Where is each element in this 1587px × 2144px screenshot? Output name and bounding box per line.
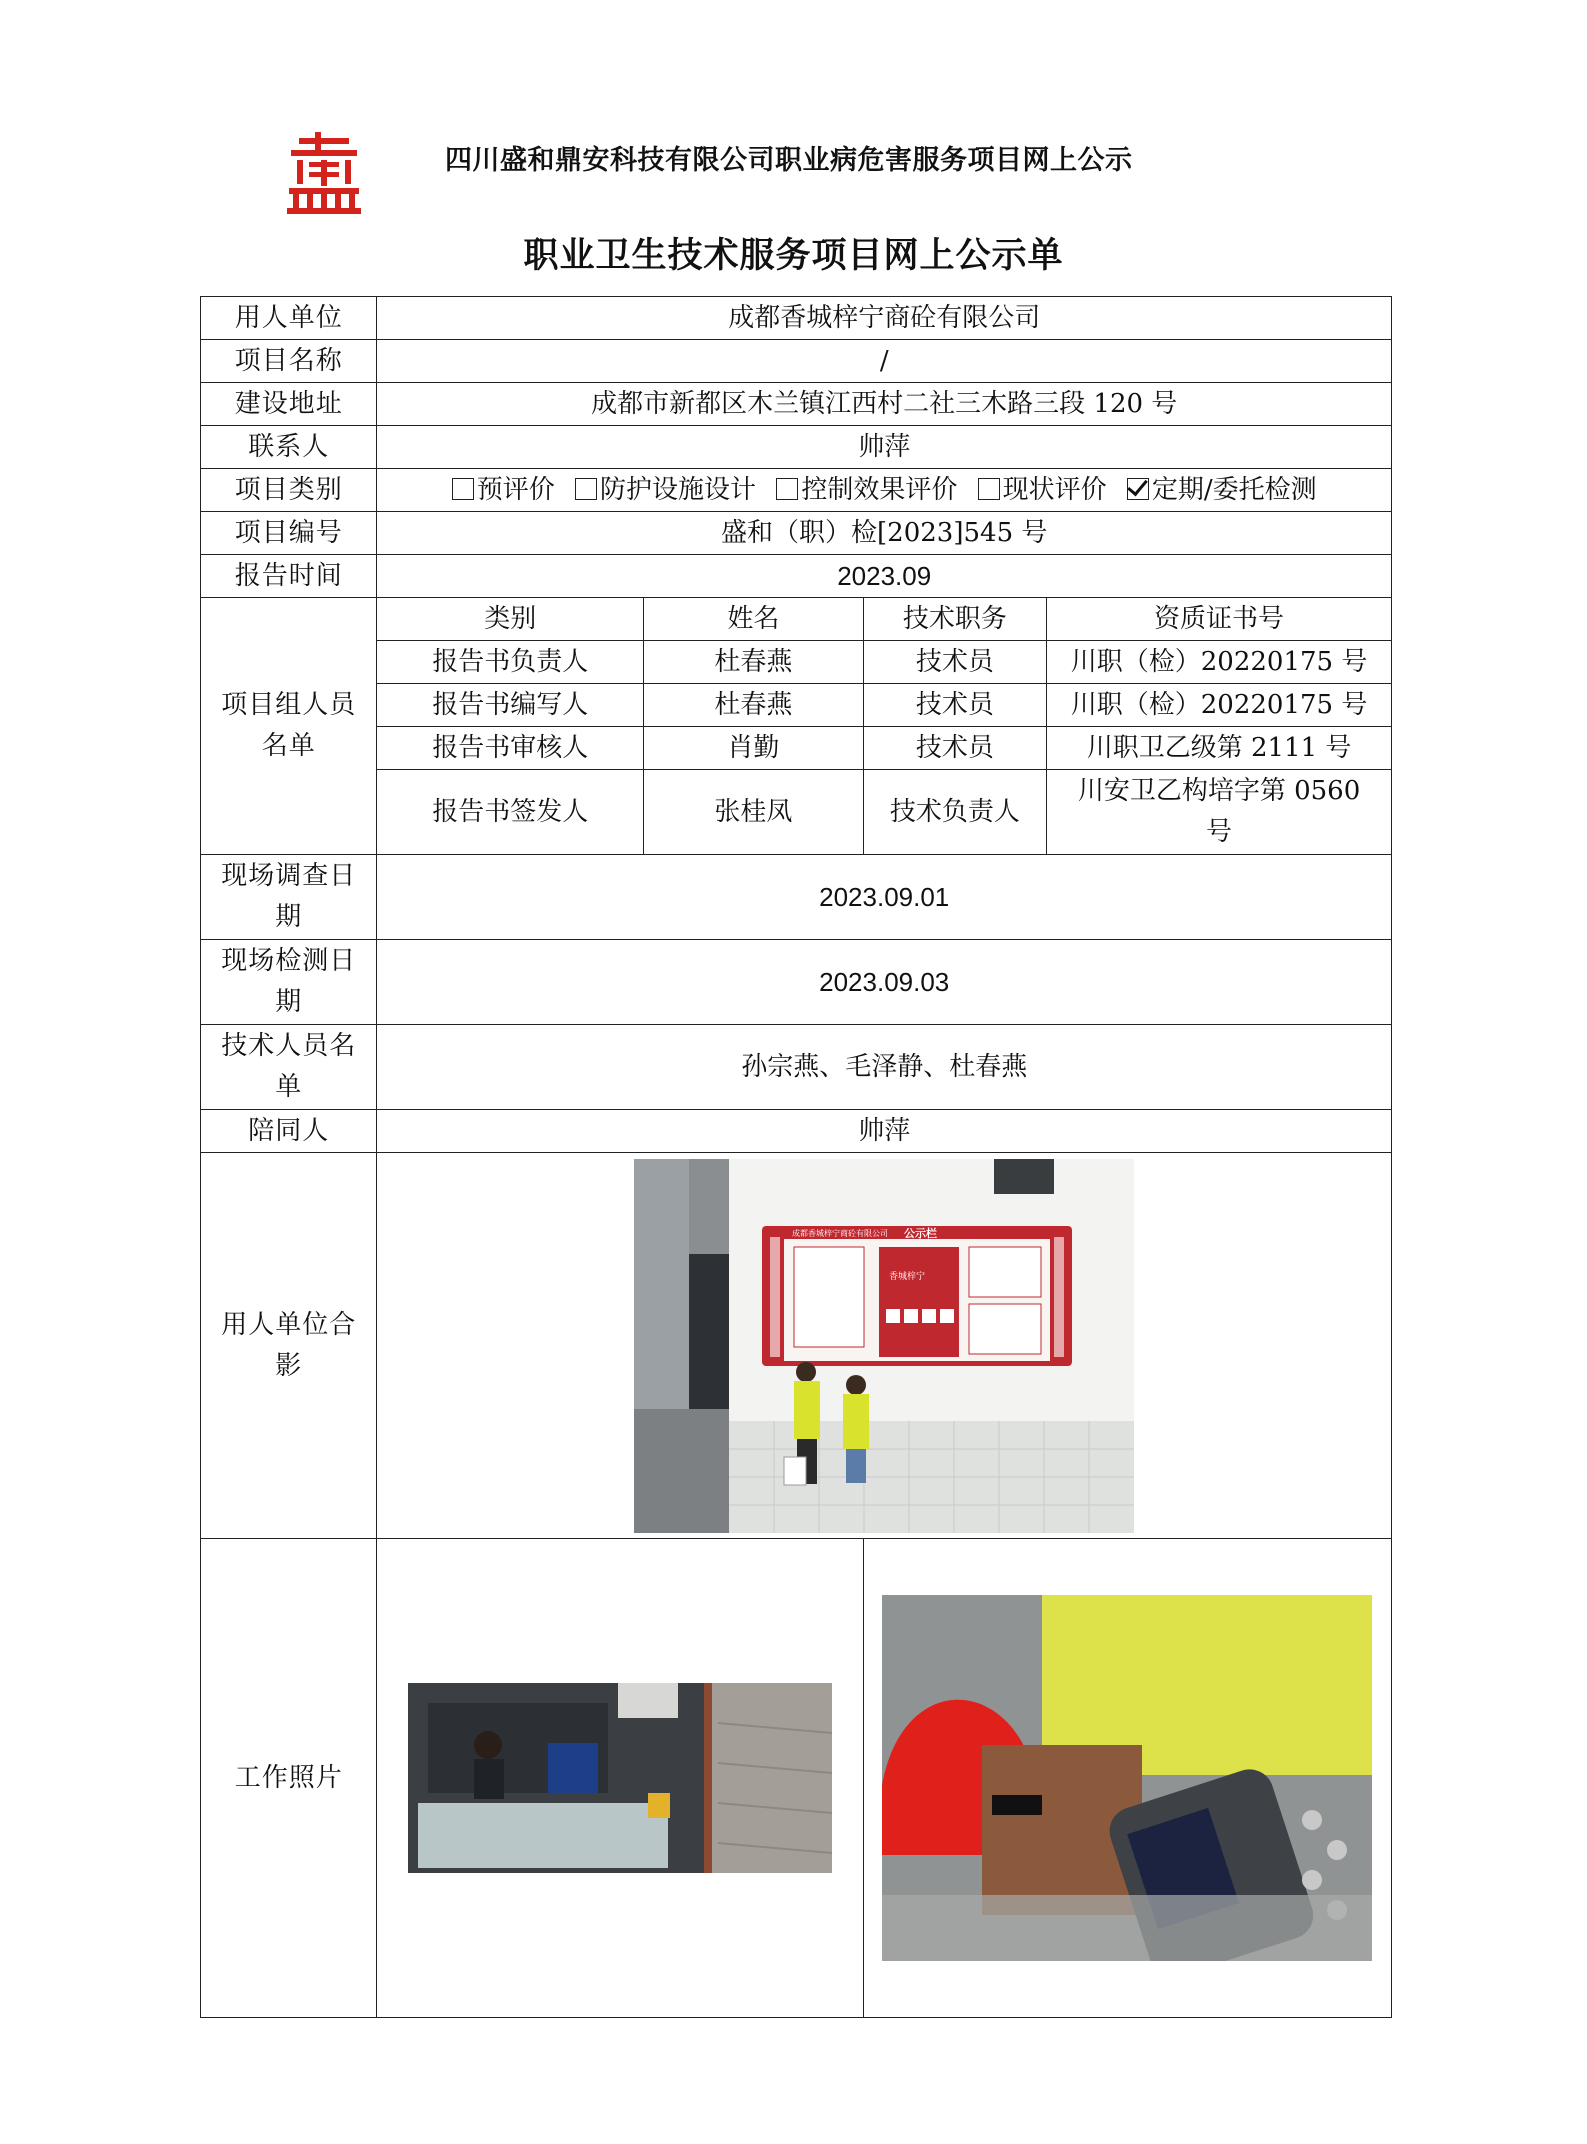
member-title: 技术负责人 [863,770,1046,855]
row-report-time [201,555,1392,598]
test-date-label: 现场检测日 期 [201,940,377,1025]
team-header-role: 类别 [377,598,644,641]
category-option[interactable]: 防护设施设计 [575,470,756,511]
row-project-no [201,512,1392,555]
team-member-row [201,727,1392,770]
board-brand-text: 香城梓宁 [889,1271,926,1282]
category-option[interactable]: 控制效果评价 [776,470,957,511]
member-role: 报告书负责人 [377,641,644,684]
survey-date-label: 现场调查日 期 [201,855,377,940]
member-name: 肖勤 [644,727,864,770]
member-role: 报告书签发人 [377,770,644,855]
row-address [201,383,1392,426]
board-company-text: 成都香城梓宁商砼有限公司 [792,1228,889,1238]
row-contact [201,426,1392,469]
group-photo-label: 用人单位合 影 [201,1153,377,1539]
team-header-cert: 资质证书号 [1047,598,1392,641]
report-time-label: 报告时间 [201,555,377,598]
team-member-row [201,684,1392,727]
team-header-row [201,598,1392,641]
work-photo-right-cell [863,1539,1391,2018]
checked-checkbox-icon[interactable] [1127,478,1149,500]
member-title: 技术员 [863,641,1046,684]
document-title: 职业卫生技术服务项目网上公示单 [523,235,1064,276]
work-photos-label: 工作照片 [201,1539,377,2018]
member-role: 报告书编写人 [377,684,644,727]
board-title-text: 公示栏 [904,1226,938,1240]
row-employer [201,297,1392,340]
member-cert: 川职（检）20220175 号 [1047,684,1392,727]
technicians-label: 技术人员名 单 [201,1025,377,1110]
project-name-label: 项目名称 [201,340,377,383]
row-technicians [201,1025,1392,1110]
row-work-photos [201,1539,1392,2018]
project-name-value: / [377,340,1392,383]
escort-value: 帅萍 [377,1110,1392,1153]
category-option[interactable]: 预评价 [452,470,555,511]
category-options [377,469,1392,512]
row-category [201,469,1392,512]
category-option[interactable]: 定期/委托检测 [1127,470,1317,511]
member-name: 杜春燕 [644,684,864,727]
team-header-name: 姓名 [644,598,864,641]
row-project-name [201,340,1392,383]
member-name: 张桂凤 [644,770,864,855]
group-photo-image [634,1159,1134,1533]
test-date-value: 2023.09.03 [377,940,1392,1025]
company-header-title: 四川盛和鼎安科技有限公司职业病危害服务项目网上公示 [445,145,1133,176]
checkbox-icon[interactable] [978,478,1000,500]
member-cert: 川职（检）20220175 号 [1047,641,1392,684]
category-option[interactable]: 现状评价 [978,470,1107,511]
employer-value: 成都香城梓宁商砼有限公司 [377,297,1392,340]
technicians-value: 孙宗燕、毛泽静、杜春燕 [377,1025,1392,1110]
work-photo-left-cell [377,1539,863,2018]
checkbox-icon[interactable] [575,478,597,500]
row-group-photo [201,1153,1392,1539]
contact-value: 帅萍 [377,426,1392,469]
employer-label: 用人单位 [201,297,377,340]
row-escort [201,1110,1392,1153]
member-role: 报告书审核人 [377,727,644,770]
team-header-title: 技术职务 [863,598,1046,641]
address-value: 成都市新都区木兰镇江西村二社三木路三段 120 号 [377,383,1392,426]
group-photo-cell [377,1153,1392,1539]
contact-label: 联系人 [201,426,377,469]
member-title: 技术员 [863,727,1046,770]
escort-label: 陪同人 [201,1110,377,1153]
address-label: 建设地址 [201,383,377,426]
team-member-row [201,770,1392,855]
team-label: 项目组人员 名单 [201,598,377,855]
company-logo [285,130,363,214]
project-no-value: 盛和（职）检[2023]545 号 [377,512,1392,555]
page-header [285,130,1285,220]
member-name: 杜春燕 [644,641,864,684]
checkbox-icon[interactable] [776,478,798,500]
publicity-form-table [200,296,1392,2018]
member-cert: 川职卫乙级第 2111 号 [1047,727,1392,770]
row-test-date [201,940,1392,1025]
report-time-value: 2023.09 [377,555,1392,598]
work-photo-noise-meter [882,1595,1372,1961]
category-label: 项目类别 [201,469,377,512]
work-photo-cab [408,1683,832,1873]
member-title: 技术员 [863,684,1046,727]
team-member-row [201,641,1392,684]
row-survey-date [201,855,1392,940]
member-cert: 川安卫乙构培字第 0560 号 [1047,770,1392,855]
checkbox-icon[interactable] [452,478,474,500]
survey-date-value: 2023.09.01 [377,855,1392,940]
project-no-label: 项目编号 [201,512,377,555]
